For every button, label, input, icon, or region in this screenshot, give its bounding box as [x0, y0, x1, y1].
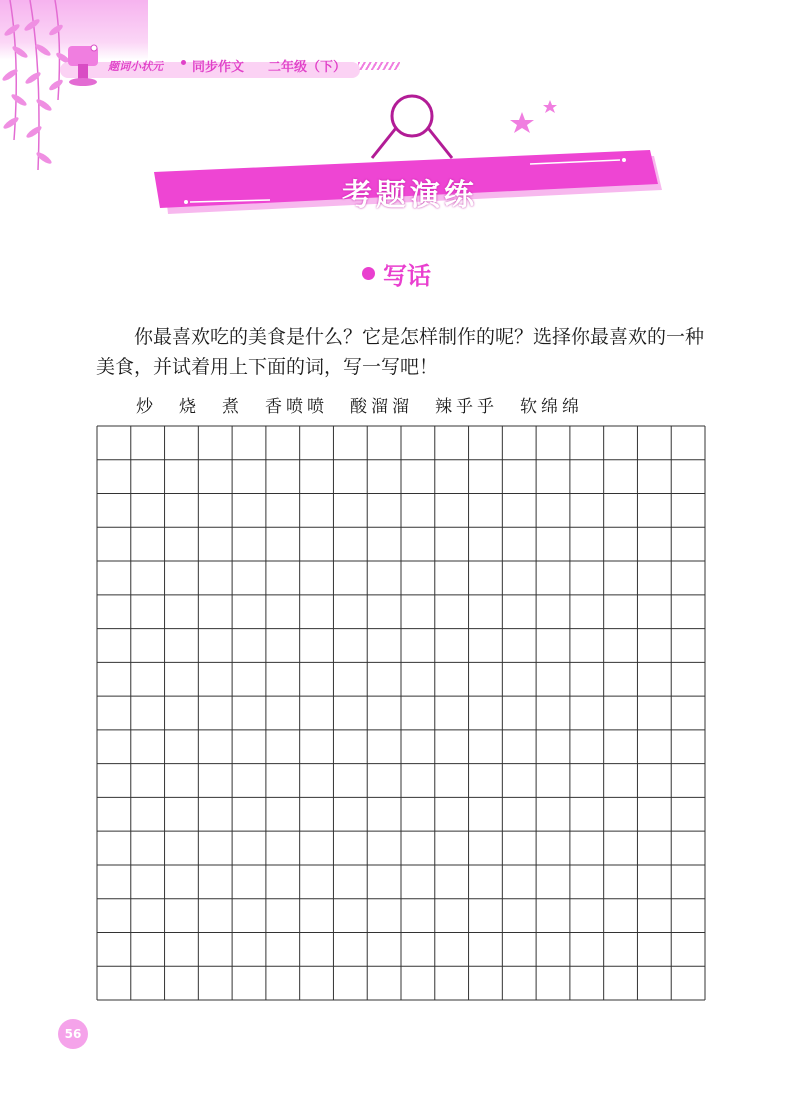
section-banner — [150, 92, 670, 222]
section-title: 写话 — [383, 262, 431, 290]
banner-title: 考题演练 — [342, 178, 478, 213]
header-hatch-decoration — [358, 62, 400, 70]
writing-prompt: 你最喜欢吃的美食是什么？它是怎样制作的呢？选择你最喜欢的一种美食，并试着用上下面的词，写一写吧！ — [96, 326, 705, 378]
word-item: 煮 — [222, 397, 243, 417]
header-series: 同步作文 — [192, 60, 245, 75]
word-item: 酸溜溜 — [350, 397, 413, 417]
writing-grid[interactable] — [96, 425, 706, 1001]
page-number: 56 — [58, 1019, 88, 1049]
header-separator-dot — [181, 60, 186, 65]
word-item: 香喷喷 — [265, 397, 328, 417]
header-logo-text: 题词小状元 — [108, 60, 163, 73]
word-item: 软绵绵 — [520, 397, 583, 417]
word-list — [136, 392, 605, 417]
word-item: 辣乎乎 — [435, 397, 498, 417]
header-grade: 二年级（下） — [268, 60, 347, 75]
bullet-dot-icon — [362, 267, 375, 280]
section-heading — [362, 256, 431, 291]
word-item: 炒 — [136, 397, 157, 417]
word-item: 烧 — [179, 397, 200, 417]
